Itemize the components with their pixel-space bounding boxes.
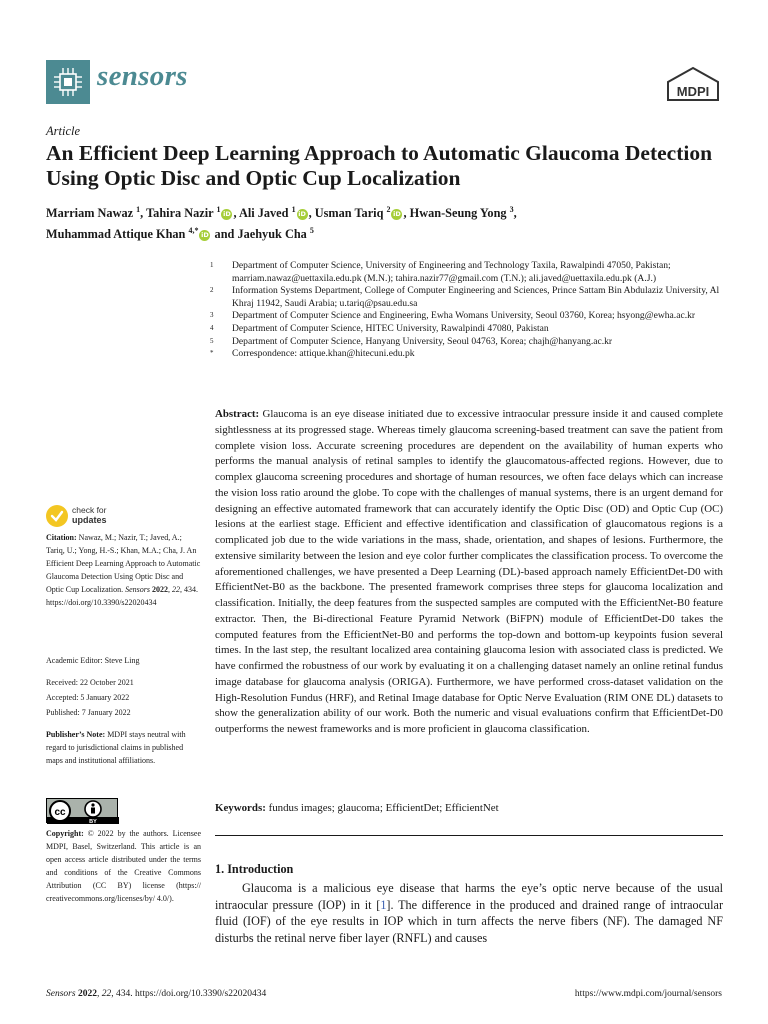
author-name[interactable]: Tahira Nazir bbox=[146, 206, 214, 221]
affiliation-number: 4 bbox=[210, 323, 214, 332]
journal-logo-icon bbox=[46, 60, 90, 104]
intro-heading: 1. Introduction bbox=[215, 862, 294, 876]
author-name[interactable]: Hwan-Seung Yong bbox=[409, 206, 507, 221]
affiliation-item bbox=[210, 323, 730, 336]
author-affiliation-mark: 1 bbox=[291, 205, 296, 214]
orcid-icon[interactable]: iD bbox=[298, 209, 306, 218]
reference-link[interactable]: 1 bbox=[380, 897, 387, 912]
abstract bbox=[215, 407, 723, 738]
affiliation-text: Department of Computer Science, Hanyang University, Seoul 04763, Korea; chajh@hanyang.ac.kr bbox=[232, 335, 613, 347]
article-title: An Efficient Deep Learning Approach to Automatic Glaucoma Detection Using Optic Disc and Optic Cup Localization bbox=[46, 141, 713, 190]
affiliation-text: Correspondence: attique.khan@hitecuni.edu.pk bbox=[232, 348, 415, 360]
check-updates-icon bbox=[46, 505, 68, 527]
article-type: Article bbox=[46, 124, 81, 138]
abstract-label: Abstract: bbox=[215, 408, 260, 420]
affiliation-text: Department of Computer Science, HITEC University, Rawalpindi 47080, Pakistan bbox=[232, 322, 549, 334]
academic-editor: Academic Editor: Steve Ling bbox=[46, 656, 140, 665]
check-updates-line2: updates bbox=[72, 515, 107, 525]
affiliation-item bbox=[210, 260, 730, 285]
affiliation-item bbox=[210, 336, 730, 349]
orcid-icon[interactable]: iD bbox=[393, 209, 401, 218]
received-date: Received: 22 October 2021 bbox=[46, 678, 134, 687]
affiliation-number: 1 bbox=[210, 261, 214, 269]
journal-name: sensors bbox=[97, 60, 188, 92]
citation-doi-link[interactable]: 434. https://doi.org/10.3390/s22020434 bbox=[46, 585, 198, 607]
author-affiliation-mark: 3 bbox=[509, 205, 514, 214]
keywords-text: fundus images; glaucoma; EfficientDet; EfficientNet bbox=[268, 802, 499, 814]
cc-text: cc bbox=[54, 807, 66, 818]
affiliation-number: 5 bbox=[210, 336, 214, 345]
author-list: Marriam Nawaz $^1$, Tahira Nazir $^1$ iD , Ali Javed $^1$ iD , Usman Tariq $^2$ iD , Hwan-Seung Yong $^3$, Muhammad Attique Khan $^{4,*}$ iD and Jaehyuk Cha $^5$ bbox=[46, 205, 517, 242]
author-name[interactable]: Marriam Nawaz bbox=[46, 206, 134, 221]
accepted-date: Accepted: 5 January 2022 bbox=[46, 693, 130, 702]
keywords bbox=[215, 802, 723, 814]
affiliation-item bbox=[210, 285, 730, 310]
by-text: BY bbox=[89, 819, 97, 824]
published-date: Published: 7 January 2022 bbox=[46, 708, 131, 717]
abstract-text: Glaucoma is an eye disease initiated due to excessive intraocular pressure inside it and caused complete sightlessness at its progressed stage. Whereas timely glaucoma screening-based treatment can save the patient from complete vision loss. Accurate screening procedures are dependent on the availability of human experts who performs the manual analysis of retinal samples to identify the glaucomatous-affected regions. However, due to complex glaucoma screening procedures and shortage of human resources, we often face delays which can increase the vision loss ratio around the globe. To cope with the challenges of manual systems, there is an urgent demand for designing an effective automated framework that can accurately identify the Optic Disc (OD) and Optic Cup (OC) lesions at the earliest stage. Efficient and effective identification and classification of glaucomatous regions is a complicated job due to the wide variations in the mass, shade, orientation, and shapes of lesions. Furthermore, the extensive similarity between the lesion and eye color further complicates the classification process. To overcome the aforementioned challenges, we have presented a Deep Learning (DL)-based approach namely EfficientDet-D0 with EfficientNet-B0 as the backbone. The presented framework comprises three steps for glaucoma localization and classification. Initially, the deep features from the suspected samples are computed with the EfficientNet-B0 feature extractor. Then, the Bi-directional Feature Pyramid Network (BiFPN) module of EfficientDet-D0 takes the computed features from the EfficientNet-B0 and performs the top-down and bottom-up keypoints fusion several times. In the last step, the resultant localized area containing glaucoma lesion with associated class is predicted. We have confirmed the robustness of our work by evaluating it on a challenging dataset namely an online retinal fundus image database for glaucoma analysis (ORIGA). Furthermore, we have performed cross-dataset validation on the High-Resolution Fundus (HRF), and Retinal Image database for Optic Nerve Evaluation (RIM ONE DL) datasets to show the generalization ability of our work. Both the numeric and visual evaluations confirm that EfficientDet-D0 outperforms the newest frameworks and is more proficient in glaucoma classification. bbox=[215, 408, 723, 735]
footer-journal-url[interactable]: https://www.mdpi.com/journal/sensors bbox=[574, 989, 722, 999]
publisher-note: Publisher’s Note: MDPI stays neutral with regard to jurisdictional claims in published maps and institutional affiliations. bbox=[46, 730, 186, 765]
mdpi-logo-icon bbox=[664, 66, 722, 106]
mdpi-logo-text: MDPI bbox=[676, 84, 710, 99]
author-name[interactable]: Usman Tariq bbox=[314, 206, 384, 221]
affiliation-item bbox=[210, 348, 730, 361]
copyright: Copyright: © 2022 by the authors. Licensee MDPI, Basel, Switzerland. This article is an open access article distributed under the terms and conditions of the Creative Commons Attribution (CC BY) license (https:// creativecommons.org/licenses/by/ 4.0/). bbox=[46, 829, 202, 903]
author-affiliation-mark: 4,* bbox=[188, 226, 199, 236]
section-divider bbox=[215, 835, 723, 836]
author-affiliation-mark: 5 bbox=[309, 226, 314, 236]
footer-citation: Sensors 2022, 22, 434. https://doi.org/10.3390/s22020434 bbox=[46, 989, 267, 999]
affiliation-number: * bbox=[210, 349, 214, 358]
citation: Citation: Nawaz, M.; Nazir, T.; Javed, A.; Tariq, U.; Yong, H.-S.; Khan, M.A.; Cha, J. An Efficient Deep Learning Approach to Automatic Glaucoma Detection Using Optic Disc and Optic Cup Localization. Sensors 2022, 22, 434. https://doi.org/10.3390/s22020434 bbox=[46, 533, 201, 607]
affiliation-text: Department of Computer Science and Engineering, Ewha Womans University, Seoul 03760, Korea; hsyong@ewha.ac.kr bbox=[232, 310, 696, 322]
author-name[interactable]: Muhammad Attique Khan bbox=[46, 227, 186, 242]
affiliation-text: Department of Computer Science, University of Engineering and Technology Taxila, Rawalpindi 47050, Pakistan; marriam.nawaz@uettaxila.edu.pk (M.N.); tahira.nazir77@gmail.com (T.N.); ali.javed@uettaxila.edu.pk (A.J.) bbox=[232, 260, 671, 284]
author-name[interactable]: Jaehyuk Cha bbox=[237, 227, 307, 242]
intro-text: Glaucoma is a malicious eye disease that harms the eye’s optic nerve because of the usual intraocular pressure (IOP) in it [1]. The difference in the produced and drained range of intraocular fluid (IOF) of the eye results in IOP which in turn affects the nerve fibers (NF). The damaged NF disturbs the retinal nerve fiber layer (RNFL) and causes bbox=[215, 881, 723, 945]
author-affiliation-mark: 1 bbox=[216, 205, 221, 214]
author-connector: and bbox=[214, 227, 235, 242]
affiliation-number: 3 bbox=[210, 311, 214, 320]
affiliation-item bbox=[210, 310, 730, 323]
affiliation-text: Information Systems Department, College of Computer Engineering and Sciences, Prince Sattam Bin Abdulaziz University, Al Khraj 11942, Saudi Arabia; u.tariq@psau.edu.sa bbox=[232, 285, 720, 309]
affiliation-list bbox=[210, 260, 730, 361]
check-updates-line1: check for bbox=[72, 505, 107, 515]
author-affiliation-mark: 1 bbox=[136, 205, 141, 214]
keywords-label: Keywords: bbox=[215, 802, 266, 814]
cc-by-license-icon[interactable] bbox=[46, 798, 118, 823]
orcid-icon[interactable]: iD bbox=[201, 230, 209, 239]
affiliation-number: 2 bbox=[210, 286, 214, 295]
author-name[interactable]: Ali Javed bbox=[238, 206, 289, 221]
orcid-icon[interactable]: iD bbox=[223, 209, 231, 218]
author-affiliation-mark: 2 bbox=[386, 205, 391, 214]
